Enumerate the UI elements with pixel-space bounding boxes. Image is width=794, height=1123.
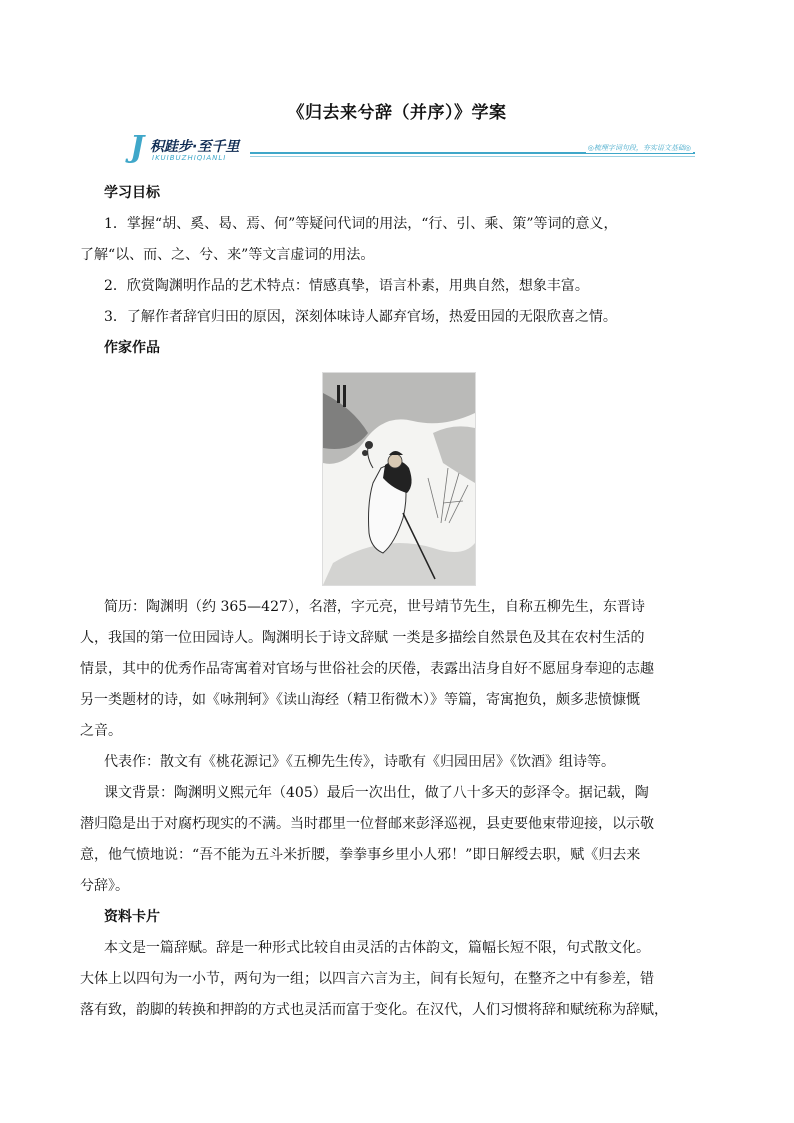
author-heading: 作家作品 (104, 340, 160, 356)
card-line-1: 本文是一篇辞赋。辞是一种形式比较自由灵活的古体韵文，篇幅长短不限，句式散文化。 (104, 940, 650, 956)
card-heading: 资料卡片 (104, 909, 160, 925)
tao-yuanming-painting (322, 372, 476, 586)
background-line-1: 课文背景：陶渊明义熙元年（405）最后一次出仕，做了八十多天的彭泽令。据记载，陶 (104, 785, 649, 801)
banner-slogan: ◎梳理字词句段，夯实语文基础◎ (587, 144, 691, 152)
bio-line-4: 另一类题材的诗，如《咏荆轲》《读山海经（精卫衔微木）》等篇，寄寓抱负，颇多悲愤慷慨 (80, 692, 640, 708)
goal-1-line-2: 了解“以、而、之、兮、来”等文言虚词的用法。 (80, 247, 375, 263)
background-line-2: 潜归隐是出于对腐朽现实的不满。当时郡里一位督邮来彭泽巡视，县吏要他束带迎接，以示敬 (80, 816, 654, 832)
bio-line-5: 之音。 (80, 723, 122, 739)
goals-heading: 学习目标 (104, 185, 160, 201)
banner-rule-thin (250, 156, 695, 157)
banner-logo-letter: J (130, 130, 145, 165)
bio-line-3: 情景，其中的优秀作品寄寓着对官场与世俗社会的厌倦，表露出洁身自好不愿屈身奉迎的志趣 (80, 661, 654, 677)
goal-1-line-1: 1．掌握“胡、奚、曷、焉、何”等疑问代词的用法，“行、引、乘、策”等词的意义， (104, 216, 618, 232)
document-body (80, 178, 694, 1026)
banner-pinyin: IKUIBUZHIQIANLI (152, 154, 227, 162)
background-line-4: 兮辞》。 (80, 878, 129, 894)
background-line-3: 意，他气愤地说：“吾不能为五斗米折腰，拳拳事乡里小人邪！”即日解绶去职，赋《归去来 (80, 847, 641, 863)
representative-works: 代表作：散文有《桃花源记》《五柳先生传》，诗歌有《归园田居》《饮酒》组诗等。 (104, 754, 615, 770)
bio-line-2: 人，我国的第一位田园诗人。陶渊明长于诗文辞赋 一类是多描绘自然景色及其在农村生活的 (80, 630, 645, 646)
section-banner (130, 130, 695, 165)
card-line-2: 大体上以四句为一小节，两句为一组；以四言六言为主，间有长短句，在整齐之中有参差，错 (80, 971, 654, 987)
page-title: 《归去来兮辞（并序）》学案 (287, 103, 507, 123)
goal-2: 2．欣赏陶渊明作品的艺术特点：情感真挚，语言朴素，用典自然，想象丰富。 (104, 278, 589, 294)
banner-title: 积跬步·至千里 (150, 139, 240, 155)
bio-line-1: 简历：陶渊明（约 365—427），名潜，字元亮，世号靖节先生，自称五柳先生，东晋诗 (104, 599, 645, 615)
ink-painting-illustration (323, 373, 475, 585)
goal-3: 3．了解作者辞官归田的原因，深刻体味诗人鄙弃官场，热爱田园的无限欣喜之情。 (104, 309, 617, 325)
card-line-3: 落有致，韵脚的转换和押韵的方式也灵活而富于变化。在汉代，人们习惯将辞和赋统称为辞赋， (80, 1002, 668, 1018)
